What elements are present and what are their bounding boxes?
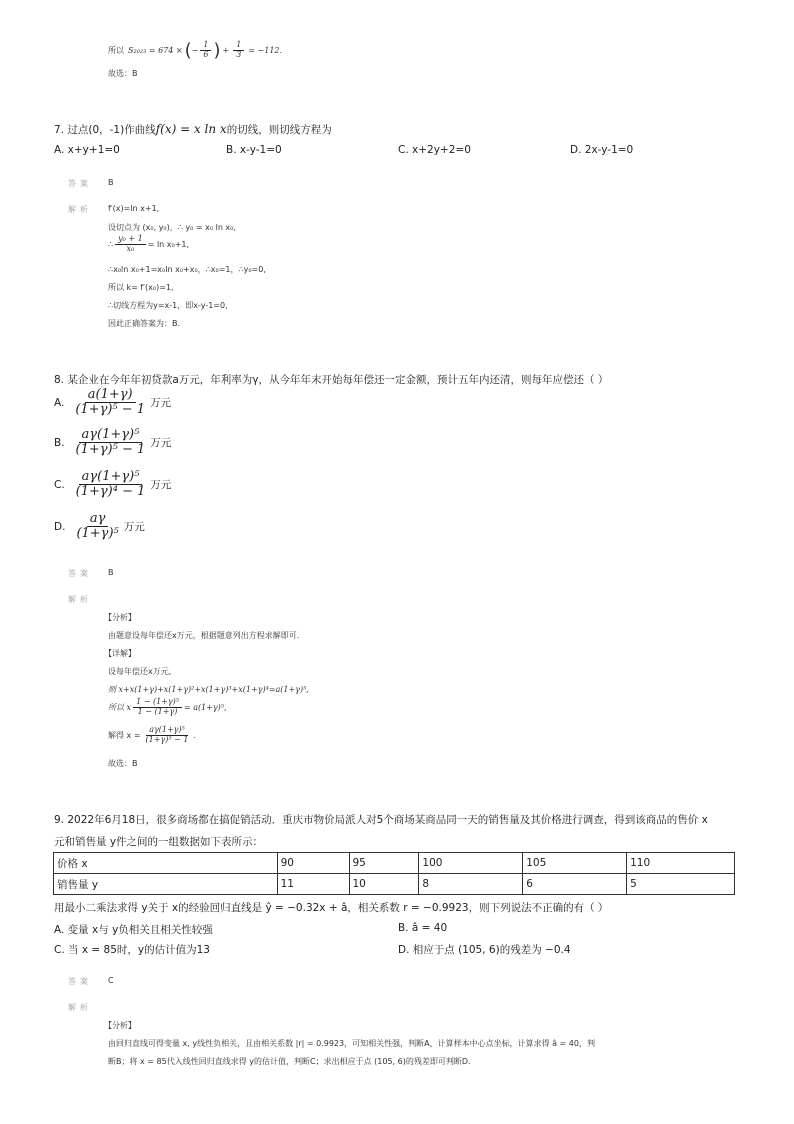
table-cell: 105 xyxy=(523,853,627,874)
q7-line-4: ∴x₀ln x₀+1=x₀ln x₀+x₀，∴x₀=1，∴y₀=0, xyxy=(108,265,266,274)
prev-sum-lhs: S₂₀₂₃ = 674 × xyxy=(128,46,183,55)
q8-answer-label: 答案 xyxy=(68,569,92,578)
table-row xyxy=(54,874,735,895)
q7-answer: B xyxy=(108,178,114,187)
q7-fraction: $\frac{\text{y₀ + 1}}{\text{x₀}}$ xyxy=(115,235,146,254)
q8-detail-line-2: 则 x+x(1+γ)+x(1+γ)²+x(1+γ)³+x(1+γ)⁴=a(1+γ)⁵, xyxy=(108,685,309,694)
prev-prefix: 所以 xyxy=(108,46,124,55)
q9-option-c: C. 当 x = 85时，y的估计值为13 xyxy=(54,944,210,956)
q8-detail-line-5: 故选：B xyxy=(108,759,138,768)
prev-solution-line: 所以 S₂₀₂₃ = 674 × ( − $\frac{1}{6}$ ) + $\frac{1}{3}$ = −112. xyxy=(108,40,283,61)
table-cell: 10 xyxy=(349,874,419,895)
q8-stem: 8. 某企业在今年年初贷款a万元，年利率为γ，从今年年末开始每年偿还一定金额，预计五年内还清，则每年应偿还（ ） xyxy=(54,374,609,386)
prev-fraction-2: $\frac{1}{3}$ xyxy=(233,41,244,60)
q7-option-c: C. x+2y+2=0 xyxy=(398,144,471,156)
q8-fenxi-heading: 【分析】 xyxy=(104,613,136,622)
table-cell: 价格 x xyxy=(54,853,278,874)
q7-option-b: B. x-y-1=0 xyxy=(226,144,282,156)
prev-fraction-1: $\frac{1}{6}$ xyxy=(200,41,211,60)
table-row xyxy=(54,853,735,874)
prev-choice: 故选：B xyxy=(108,69,138,78)
q8-option-b: B. $\frac{\text{aγ(1+γ)⁵}}{\text{(1+γ)⁵ − 1}}$ 万元 xyxy=(54,427,172,458)
q9-data-table xyxy=(53,852,735,895)
q9-option-a: A. 变量 x与 y负相关且相关性较强 xyxy=(54,924,213,936)
q8-analysis-label: 解析 xyxy=(68,595,92,604)
q7-line-5: 所以 k= f′(x₀)=1, xyxy=(108,283,174,292)
q7-line-7: 因此正确答案为：B. xyxy=(108,319,181,328)
table-cell: 110 xyxy=(627,853,735,874)
q7-line-2: 设切点为 (x₀, y₀)，∴ y₀ = x₀ ln x₀, xyxy=(108,223,236,232)
q9-option-d: D. 相应于点 (105, 6)的残差为 −0.4 xyxy=(398,944,571,956)
q7-line-6: ∴切线方程为y=x-1，即x-y-1=0, xyxy=(108,301,228,310)
q7-analysis-label: 解析 xyxy=(68,205,92,214)
q8-answer: B xyxy=(108,568,114,577)
q9-answer-label: 答案 xyxy=(68,977,92,986)
table-cell: 6 xyxy=(523,874,627,895)
prev-result: = −112. xyxy=(248,46,283,55)
left-paren: ( xyxy=(184,40,192,61)
q8-detail-line-4: 解得 x = $\frac{\text{aγ(1+γ)⁵}}{\text{(1+γ)⁵ − 1}}$ . xyxy=(108,725,196,744)
q9-fenxi-text-2: 断B；将 x = 85代入线性回归直线求得 y的估计值，判断C；求出相应于点 (105, 6)的残差即可判断D. xyxy=(108,1057,471,1066)
q8-detail-line-3: 所以 x $\frac{\text{1 − (1+γ)⁵}}{1 - (1+\gamma)}$ = a(1+γ)⁵, xyxy=(108,697,227,716)
q7-function: f(x) = x ln x xyxy=(155,122,227,136)
q8-detail-line-1: 设每年偿还x万元, xyxy=(108,667,172,676)
table-cell: 11 xyxy=(277,874,349,895)
q9-analysis-label: 解析 xyxy=(68,1003,92,1012)
q9-stem-3: 用最小二乘法求得 y关于 x的经验回归直线是 ŷ = −0.32x + â，相关系数 r = −0.9923，则下列说法不正确的有（ ） xyxy=(54,902,609,914)
q7-answer-label: 答案 xyxy=(68,179,92,188)
q8-option-a: A. $\frac{a(1+\gamma)}{\text{(1+γ)⁵ − 1}}$ 万元 xyxy=(54,387,172,418)
q9-fenxi-text-1: 由回归直线可得变量 x, y线性负相关，且由相关系数 |r| = 0.9923，可知相关性强，判断A，计算样本中心点坐标，计算求得 â = 40，判 xyxy=(108,1039,595,1048)
q8-option-c: C. $\frac{\text{aγ(1+γ)⁵}}{\text{(1+γ)⁴ − 1}}$ 万元 xyxy=(54,469,172,500)
right-paren: ) xyxy=(213,40,221,61)
table-cell: 90 xyxy=(277,853,349,874)
q7-line-3: ∴ $\frac{\text{y₀ + 1}}{\text{x₀}}$ = ln x₀+1, xyxy=(108,234,190,253)
table-cell: 8 xyxy=(419,874,523,895)
q7-line-1: f′(x)=ln x+1, xyxy=(108,204,160,213)
q7-option-d: D. 2x-y-1=0 xyxy=(570,144,634,156)
q9-fenxi-heading: 【分析】 xyxy=(104,1021,136,1030)
table-cell: 95 xyxy=(349,853,419,874)
q7-option-a: A. x+y+1=0 xyxy=(54,144,120,156)
q9-option-b: B. â = 40 xyxy=(398,922,448,934)
q8-fenxi-text: 由题意设每年偿还x万元，根据题意列出方程求解即可. xyxy=(108,631,300,640)
q8-option-d: D. $\frac{a\gamma}{\text{(1+γ)⁵}}$ 万元 xyxy=(54,511,145,542)
q8-xiangjie-heading: 【详解】 xyxy=(104,649,136,658)
table-cell: 100 xyxy=(419,853,523,874)
q7-stem: 7. 过点(0，-1)作曲线f(x) = x ln x的切线，则切线方程为 xyxy=(54,122,332,136)
q9-stem-2: 元和销售量 y件之间的一组数据如下表所示： xyxy=(54,836,264,848)
q9-answer: C xyxy=(108,976,114,985)
table-cell: 销售量 y xyxy=(54,874,278,895)
q9-stem-1: 9. 2022年6月18日，很多商场都在搞促销活动．重庆市物价局派人对5个商场某商品同一天的销售量及其价格进行调查，得到该商品的售价 x xyxy=(54,814,708,826)
table-cell: 5 xyxy=(627,874,735,895)
